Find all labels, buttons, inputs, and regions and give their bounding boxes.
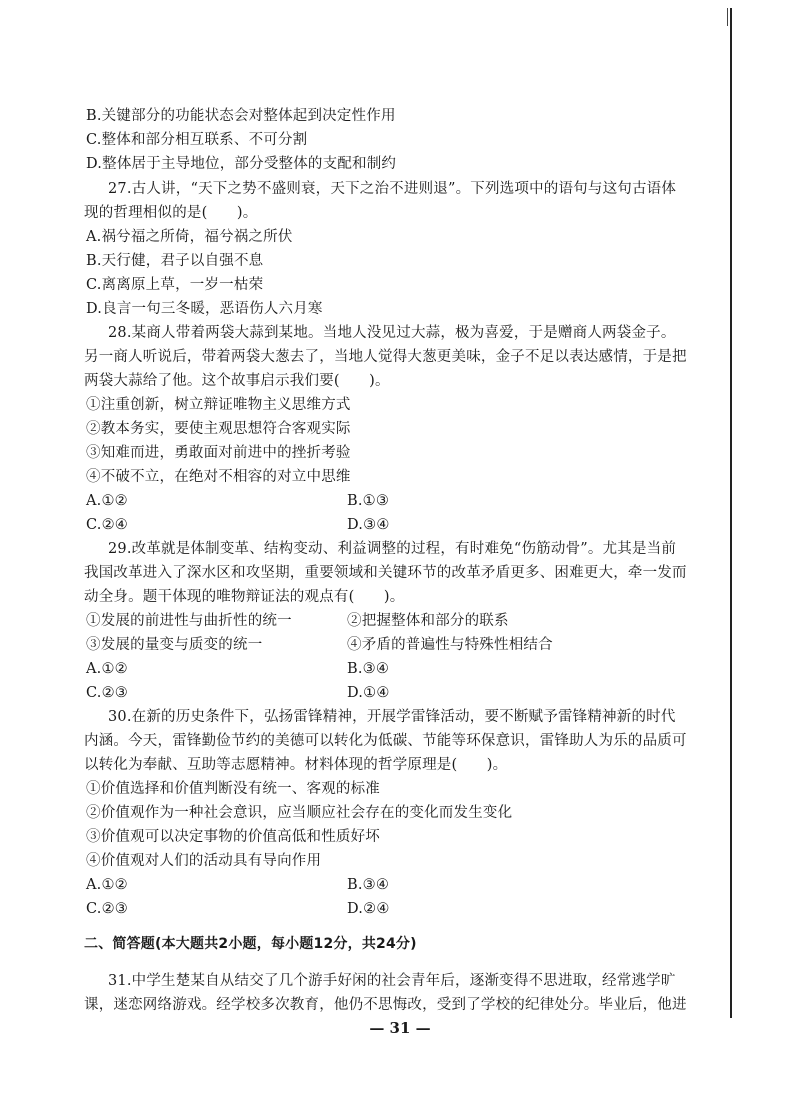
page-number: — 31 — xyxy=(369,1019,431,1037)
q26-option-d: D.整体居于主导地位，部分受整体的支配和制约 xyxy=(86,156,397,172)
q30-item-1: ①价值选择和价值判断没有统一、客观的标准 xyxy=(86,781,380,797)
section-heading: 二、简答题(本大题共2小题，每小题12分，共24分) xyxy=(84,936,417,952)
binding-edge-line xyxy=(730,8,732,1018)
q30-option-b: B.③④ xyxy=(347,877,390,893)
q28-option-b: B.①③ xyxy=(347,493,390,509)
q30-item-4: ④价值观对人们的活动具有导向作用 xyxy=(86,853,322,869)
q29-item-3: ③发展的量变与质变的统一 xyxy=(86,637,263,653)
q27-option-d: D.良言一句三冬暖，恶语伤人六月寒 xyxy=(86,301,323,317)
q27-stem-line2: 现的哲理相似的是( )。 xyxy=(84,205,258,221)
q27-option-b: B.天行健，君子以自强不息 xyxy=(86,253,264,269)
q29-stem-line2: 我国改革进入了深水区和攻坚期，重要领域和关键环节的改革矛盾更多、困难更大，牵一发而 xyxy=(84,565,687,581)
q28-item-2: ②教本务实，要使主观思想符合客观实际 xyxy=(86,421,351,437)
q29-option-b: B.③④ xyxy=(347,661,390,677)
q28-stem-line2: 另一商人听说后，带着两袋大葱去了，当地人觉得大葱更美味，金子不足以表达感情，于是把 xyxy=(84,349,687,365)
q29-item-2: ②把握整体和部分的联系 xyxy=(347,613,509,629)
q29-stem-line1: 29.改革就是体制变革、结构变动、利益调整的过程，有时难免“伤筋动骨”。尤其是当前 xyxy=(108,541,677,557)
q26-option-b: B.关键部分的功能状态会对整体起到决定性作用 xyxy=(86,108,396,124)
q27-option-c: C.离离原上草，一岁一枯荣 xyxy=(86,277,264,293)
q28-item-4: ④不破不立，在绝对不相容的对立中思维 xyxy=(86,469,351,485)
binding-edge-mark xyxy=(727,8,728,26)
q28-stem-line3: 两袋大蒜给了他。这个故事启示我们要( )。 xyxy=(84,373,390,389)
q26-option-c: C.整体和部分相互联系、不可分割 xyxy=(86,132,308,148)
q29-item-4: ④矛盾的普遍性与特殊性相结合 xyxy=(347,637,553,653)
q29-option-d: D.①④ xyxy=(347,685,390,701)
q30-option-d: D.②④ xyxy=(347,901,390,917)
q29-option-c: C.②③ xyxy=(86,685,128,701)
q30-item-2: ②价值观作为一种社会意识，应当顺应社会存在的变化而发生变化 xyxy=(86,805,513,821)
q28-item-3: ③知难而进，勇敢面对前进中的挫折考验 xyxy=(86,445,351,461)
q29-stem-line3: 动全身。题干体现的唯物辩证法的观点有( )。 xyxy=(84,589,405,605)
q28-option-d: D.③④ xyxy=(347,517,390,533)
q29-option-a: A.①② xyxy=(86,661,128,677)
q29-item-1: ①发展的前进性与曲折性的统一 xyxy=(86,613,292,629)
q30-stem-line2: 内涵。今天，雷锋勤俭节约的美德可以转化为低碳、节能等环保意识，雷锋助人为乐的品质可 xyxy=(84,733,687,749)
q28-stem-line1: 28.某商人带着两袋大蒜到某地。当地人没见过大蒜，极为喜爱，于是赠商人两袋金子。 xyxy=(108,325,676,341)
q30-option-c: C.②③ xyxy=(86,901,128,917)
q30-stem-line1: 30.在新的历史条件下，弘扬雷锋精神，开展学雷锋活动，要不断赋予雷锋精神新的时代 xyxy=(108,709,676,725)
q30-stem-line3: 以转化为奉献、互助等志愿精神。材料体现的哲学原理是( )。 xyxy=(84,757,508,773)
q28-option-c: C.②④ xyxy=(86,517,128,533)
q27-option-a: A.祸兮福之所倚，福兮祸之所伏 xyxy=(86,229,293,245)
q30-item-3: ③价值观可以决定事物的价值高低和性质好坏 xyxy=(86,829,380,845)
q31-line2: 课，迷恋网络游戏。经学校多次教育，他仍不思悔改，受到了学校的纪律处分。毕业后，他进 xyxy=(84,997,687,1013)
q30-option-a: A.①② xyxy=(86,877,128,893)
q28-option-a: A.①② xyxy=(86,493,128,509)
q27-stem-line1: 27.古人讲，“天下之势不盛则衰，天下之治不进则退”。下列选项中的语句与这句古语体 xyxy=(108,181,677,197)
q28-item-1: ①注重创新，树立辩证唯物主义思维方式 xyxy=(86,397,351,413)
q31-line1: 31.中学生楚某自从结交了几个游手好闲的社会青年后，逐渐变得不思进取，经常逃学旷 xyxy=(108,973,676,989)
